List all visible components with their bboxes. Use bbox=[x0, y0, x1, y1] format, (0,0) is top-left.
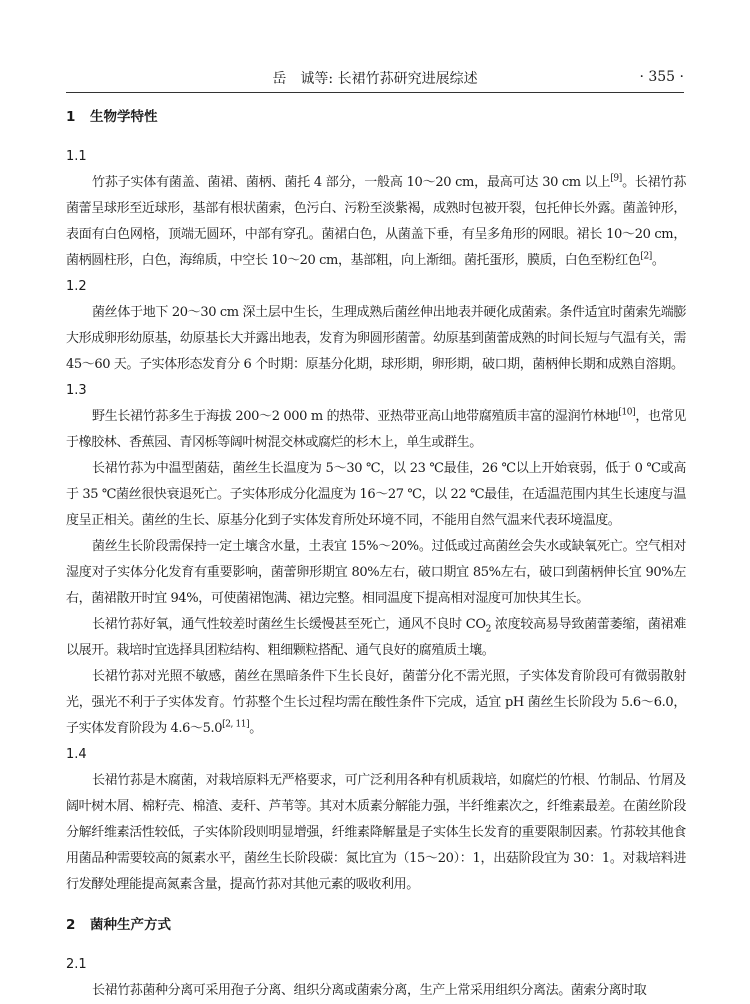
section-number: 2 bbox=[66, 917, 76, 933]
paragraph bbox=[66, 978, 686, 1004]
citation: [9] bbox=[610, 173, 622, 184]
paragraph-text: 长裙竹荪菌种分离可采用孢子分离、组织分离或菌索分离，生产上常采用组织分离法。菌索分离时取 bbox=[92, 983, 647, 998]
page-number: · 355 · bbox=[639, 69, 684, 85]
paragraph-text: 菌丝生长阶段需保持一定土壤含水量，土表宜 15%～20%。过低或过高菌丝会失水或缺氧死亡。空气相对湿度对子实体分化发育有重要影响，菌蕾卵形期宜 80%左右，破口期宜 85%左右，破口到菌柄伸长宜 90%左右，菌裙散开时宜 94%，可使菌裙饱满、裙边完整。相同温度下提高相对湿度可加快其生长。 bbox=[66, 539, 686, 606]
paragraph bbox=[66, 612, 686, 664]
paragraph bbox=[66, 300, 686, 378]
section-heading bbox=[66, 104, 686, 130]
article-body bbox=[66, 104, 686, 1004]
subsection-number: 1.3 bbox=[66, 383, 87, 398]
paragraph-text: 菌丝体于地下 20～30 cm 深土层中生长，生理成熟后菌丝伸出地表并硬化成菌索。条件适宜时菌索先端膨大形成卵形幼原基，幼原基长大并露出地表，发育为卵圆形菌蕾。幼原基到菌蕾成熟的时间长短与气温有关，需 45～60 天。子实体形态发育分 6 个时期：原基分化期，球形期，卵形期，破口期，菌柄伸长期和成熟自溶期。 bbox=[66, 305, 686, 372]
header-rule bbox=[66, 92, 684, 93]
paragraph bbox=[66, 664, 686, 742]
paragraph bbox=[66, 170, 686, 274]
paragraph-text: 长裙竹荪对光照不敏感，菌丝在黑暗条件下生长良好，菌蕾分化不需光照，子实体发育阶段可有微弱散射光，强光不利于子实体发育。竹荪整个生长过程均需在酸性条件下完成，适宜 pH 菌丝生长阶段为 5.6～6.0，子实体发育阶段为 4.6～5.0 bbox=[66, 669, 686, 736]
running-header bbox=[66, 67, 684, 89]
subsection-number: 1.2 bbox=[66, 279, 87, 294]
paragraph-text: 长裙竹荪是木腐菌，对栽培原料无严格要求，可广泛利用各种有机质栽培，如腐烂的竹根、竹制品、竹屑及阔叶树木屑、棉籽壳、棉渣、麦秆、芦苇等。其对木质素分解能力强，半纤维素次之，纤维素最差。在菌丝阶段分解纤维素活性较低，子实体阶段则明显增强，纤维素降解量是子实体生长发育的重要限制因素。竹荪较其他食用菌品种需要较高的氮素水平，菌丝生长阶段碳：氮比宜为（15～20）：1，出菇阶段宜为 30：1。对栽培料进行发酵处理能提高氮素含量，提高竹荪对其他元素的吸收利用。 bbox=[66, 773, 686, 892]
paragraph-text: 。 bbox=[249, 721, 262, 736]
citation: [2] bbox=[640, 251, 652, 262]
paragraph bbox=[66, 534, 686, 612]
paragraph-text: 竹荪子实体有菌盖、菌裙、菌柄、菌托 4 部分，一般高 10～20 cm，最高可达 30 cm 以上 bbox=[92, 175, 611, 190]
paragraph bbox=[66, 768, 686, 898]
subscript: 2 bbox=[485, 624, 491, 635]
section-heading bbox=[66, 912, 686, 938]
paragraph-text: 。 bbox=[651, 253, 665, 268]
section-title: 菌种生产方式 bbox=[90, 917, 171, 933]
paragraph-text: 野生长裙竹荪多生于海拔 200～2 000 m 的热带、亚热带亚高山地带腐殖质丰富的湿润竹林地 bbox=[92, 409, 619, 424]
paragraph-text: 浓度较高易导致菌蕾萎缩，菌裙难以展开。栽培时宜选择具团粒结构、粗细颗粒搭配、通气良好的腐殖质土壤。 bbox=[66, 617, 687, 658]
citation: [2, 11] bbox=[222, 719, 250, 730]
subsection-number: 1.4 bbox=[66, 747, 87, 762]
paragraph bbox=[66, 456, 686, 534]
subsection-number: 1.1 bbox=[66, 149, 87, 164]
spacer bbox=[66, 938, 686, 952]
section-number: 1 bbox=[66, 109, 76, 125]
paragraph-text: 长裙竹荪为中温型菌菇，菌丝生长温度为 5～30 ℃，以 23 ℃最佳，26 ℃以上开始衰弱，低于 0 ℃或高于 35 ℃菌丝很快衰退死亡。子实体形成分化温度为 16～27 ℃，以 22 ℃最佳，在适温范围内其生长速度与温度呈正相关。菌丝的生长、原基分化到子实体发育所处环境不同，不能用自然气温来代表环境温度。 bbox=[66, 461, 686, 528]
paragraph-text: 长裙竹荪好氧，通气性较差时菌丝生长缓慢甚至死亡，通风不良时 CO bbox=[92, 617, 486, 632]
citation: [10] bbox=[618, 407, 636, 418]
running-title: 岳 诚等: 长裙竹荪研究进展综述 bbox=[272, 71, 478, 87]
subsection-number: 2.1 bbox=[66, 957, 87, 972]
spacer bbox=[66, 130, 686, 144]
paragraph bbox=[66, 404, 686, 456]
paragraph-text: ，也常见于橡胶林、香蕉园、青冈栎等阔叶树混交林或腐烂的杉木上，单生或群生。 bbox=[66, 409, 686, 450]
section-title: 生物学特性 bbox=[90, 109, 158, 125]
paragraph-text: 。长裙竹荪菌蕾呈球形至近球形，基部有根状菌索，色污白、污粉至淡紫褐，成熟时包被开裂，包托伸长外露。菌盖钟形，表面有白色网格，顶端无圆环，中部有穿孔。菌裙白色，从菌盖下垂，有呈多角形的网眼。裙长 10～20 cm，菌柄圆柱形，白色，海绵质，中空长 10～20 cm，基部粗，向上渐细。菌托蛋形，膜质，白色至粉红色 bbox=[66, 175, 686, 268]
spacer bbox=[66, 898, 686, 912]
